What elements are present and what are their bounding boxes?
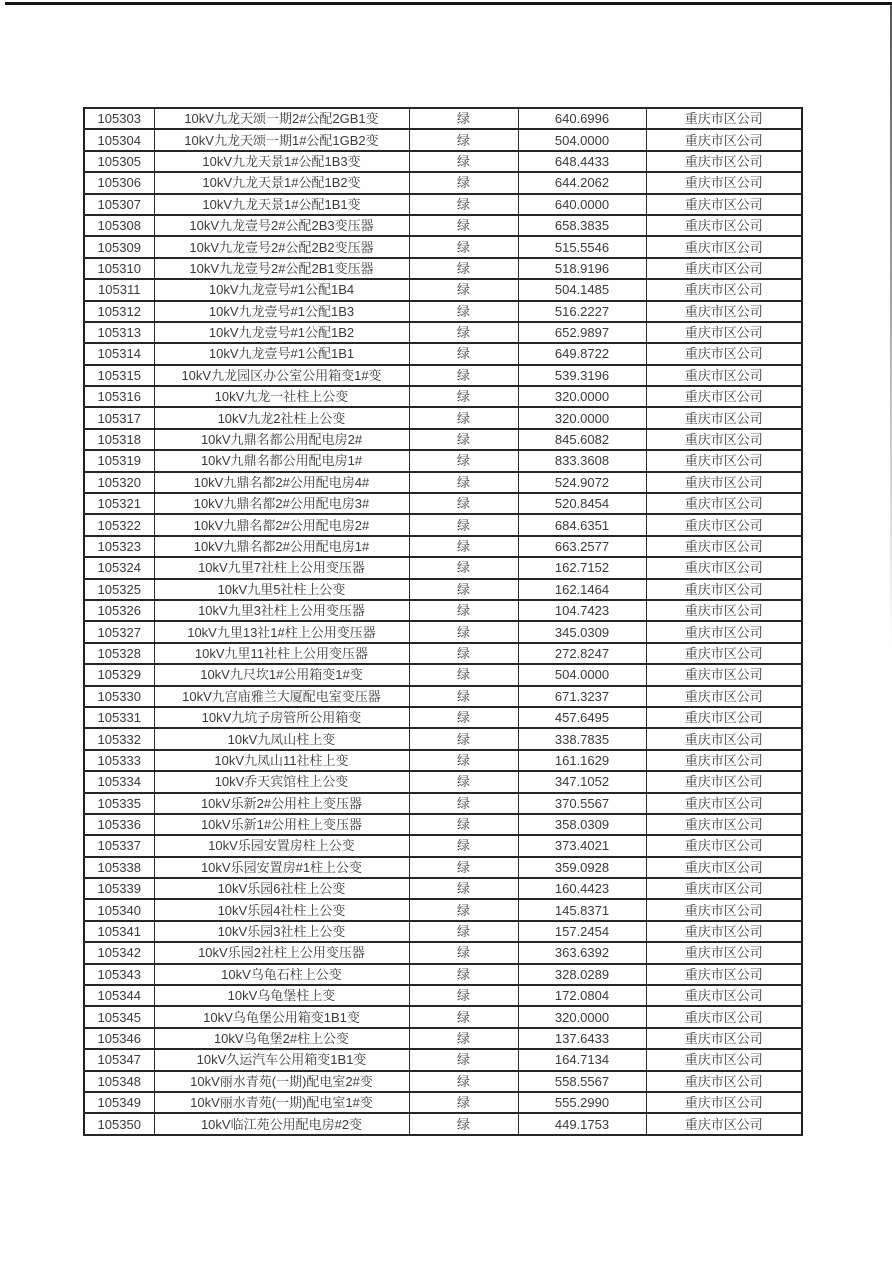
- cell-status: 绿: [409, 793, 518, 814]
- cell-company: 重庆市区公司: [646, 129, 802, 150]
- cell-id: 105331: [84, 707, 154, 728]
- table-row: [84, 1028, 802, 1049]
- cell-id: 105306: [84, 172, 154, 193]
- cell-status: 绿: [409, 1049, 518, 1070]
- cell-name: 10kV丽水青苑(一期)配电室1#变: [154, 1092, 409, 1113]
- table-row: [84, 1071, 802, 1092]
- cell-name: 10kV九鼎名都2#公用配电房2#: [154, 514, 409, 535]
- cell-company: 重庆市区公司: [646, 450, 802, 471]
- cell-name: 10kV九里5社柱上公变: [154, 579, 409, 600]
- cell-id: 105320: [84, 472, 154, 493]
- cell-value: 272.8247: [518, 643, 646, 664]
- cell-status: 绿: [409, 493, 518, 514]
- cell-value: 504.1485: [518, 279, 646, 300]
- cell-company: 重庆市区公司: [646, 258, 802, 279]
- cell-id: 105325: [84, 579, 154, 600]
- cell-company: 重庆市区公司: [646, 407, 802, 428]
- table-row: [84, 557, 802, 578]
- cell-status: 绿: [409, 386, 518, 407]
- table-row: [84, 514, 802, 535]
- cell-company: 重庆市区公司: [646, 1006, 802, 1027]
- table-row: [84, 964, 802, 985]
- cell-name: 10kV九龙壹号2#公配2B1变压器: [154, 258, 409, 279]
- cell-name: 10kV九龙壹号#1公配1B2: [154, 322, 409, 343]
- table-row: [84, 472, 802, 493]
- cell-status: 绿: [409, 835, 518, 856]
- cell-value: 157.2454: [518, 921, 646, 942]
- cell-id: 105350: [84, 1113, 154, 1134]
- table-row: [84, 536, 802, 557]
- table-row: [84, 236, 802, 257]
- cell-id: 105341: [84, 921, 154, 942]
- table-row: [84, 322, 802, 343]
- cell-id: 105335: [84, 793, 154, 814]
- cell-value: 640.6996: [518, 108, 646, 129]
- table-row: [84, 985, 802, 1006]
- cell-id: 105319: [84, 450, 154, 471]
- cell-id: 105313: [84, 322, 154, 343]
- cell-company: 重庆市区公司: [646, 985, 802, 1006]
- cell-status: 绿: [409, 407, 518, 428]
- cell-status: 绿: [409, 1092, 518, 1113]
- cell-status: 绿: [409, 1071, 518, 1092]
- cell-name: 10kV乔天宾馆柱上公变: [154, 771, 409, 792]
- cell-id: 105323: [84, 536, 154, 557]
- cell-name: 10kV九龙园区办公室公用箱变1#变: [154, 365, 409, 386]
- cell-status: 绿: [409, 450, 518, 471]
- cell-company: 重庆市区公司: [646, 279, 802, 300]
- cell-company: 重庆市区公司: [646, 194, 802, 215]
- cell-value: 164.7134: [518, 1049, 646, 1070]
- cell-name: 10kV九龙壹号#1公配1B1: [154, 343, 409, 364]
- cell-value: 640.0000: [518, 194, 646, 215]
- cell-id: 105304: [84, 129, 154, 150]
- cell-company: 重庆市区公司: [646, 301, 802, 322]
- cell-name: 10kV乌龟堡2#柱上公变: [154, 1028, 409, 1049]
- cell-id: 105310: [84, 258, 154, 279]
- cell-id: 105309: [84, 236, 154, 257]
- cell-value: 515.5546: [518, 236, 646, 257]
- cell-name: 10kV乌龟石柱上公变: [154, 964, 409, 985]
- table-row: [84, 407, 802, 428]
- cell-value: 161.1629: [518, 750, 646, 771]
- cell-company: 重庆市区公司: [646, 1049, 802, 1070]
- cell-id: 105311: [84, 279, 154, 300]
- cell-company: 重庆市区公司: [646, 1113, 802, 1134]
- cell-status: 绿: [409, 236, 518, 257]
- cell-company: 重庆市区公司: [646, 728, 802, 749]
- cell-value: 671.3237: [518, 686, 646, 707]
- cell-id: 105308: [84, 215, 154, 236]
- cell-name: 10kV九宫庙雅兰大厦配电室变压器: [154, 686, 409, 707]
- cell-id: 105321: [84, 493, 154, 514]
- cell-status: 绿: [409, 536, 518, 557]
- cell-id: 105337: [84, 835, 154, 856]
- cell-value: 172.0804: [518, 985, 646, 1006]
- cell-status: 绿: [409, 857, 518, 878]
- cell-name: 10kV丽水青苑(一期)配电室2#变: [154, 1071, 409, 1092]
- cell-value: 516.2227: [518, 301, 646, 322]
- cell-company: 重庆市区公司: [646, 236, 802, 257]
- cell-value: 347.1052: [518, 771, 646, 792]
- cell-value: 558.5567: [518, 1071, 646, 1092]
- cell-name: 10kV九里13社1#柱上公用变压器: [154, 621, 409, 642]
- cell-name: 10kV九龙天景1#公配1B1变: [154, 194, 409, 215]
- cell-value: 649.8722: [518, 343, 646, 364]
- table-row: [84, 814, 802, 835]
- cell-id: 105330: [84, 686, 154, 707]
- cell-value: 162.1464: [518, 579, 646, 600]
- cell-name: 10kV乌龟堡公用箱变1B1变: [154, 1006, 409, 1027]
- cell-name: 10kV九鼎名都2#公用配电房1#: [154, 536, 409, 557]
- cell-name: 10kV乐新1#公用柱上变压器: [154, 814, 409, 835]
- cell-id: 105340: [84, 899, 154, 920]
- cell-value: 320.0000: [518, 407, 646, 428]
- table-row: [84, 301, 802, 322]
- table-row: [84, 1049, 802, 1070]
- cell-id: 105307: [84, 194, 154, 215]
- cell-name: 10kV临江苑公用配电房#2变: [154, 1113, 409, 1134]
- cell-name: 10kV九龙一社柱上公变: [154, 386, 409, 407]
- cell-name: 10kV九龙天颂一期1#公配1GB2变: [154, 129, 409, 150]
- cell-status: 绿: [409, 579, 518, 600]
- cell-company: 重庆市区公司: [646, 750, 802, 771]
- cell-name: 10kV九尺坎1#公用箱变1#变: [154, 664, 409, 685]
- cell-id: 105333: [84, 750, 154, 771]
- cell-status: 绿: [409, 279, 518, 300]
- table-row: [84, 643, 802, 664]
- cell-name: 10kV九龙壹号#1公配1B4: [154, 279, 409, 300]
- cell-status: 绿: [409, 600, 518, 621]
- scan-artifact-top-line: [5, 2, 892, 5]
- cell-value: 457.6495: [518, 707, 646, 728]
- cell-company: 重庆市区公司: [646, 579, 802, 600]
- table-body: [84, 108, 802, 1135]
- table-row: [84, 942, 802, 963]
- cell-value: 345.0309: [518, 621, 646, 642]
- cell-name: 10kV九凤山11社柱上变: [154, 750, 409, 771]
- table-row: [84, 835, 802, 856]
- cell-id: 105318: [84, 429, 154, 450]
- cell-name: 10kV九龙壹号#1公配1B3: [154, 301, 409, 322]
- cell-company: 重庆市区公司: [646, 151, 802, 172]
- cell-value: 644.2062: [518, 172, 646, 193]
- cell-name: 10kV九龙天景1#公配1B2变: [154, 172, 409, 193]
- table-row: [84, 579, 802, 600]
- cell-status: 绿: [409, 429, 518, 450]
- cell-name: 10kV乐园安置房#1柱上公变: [154, 857, 409, 878]
- cell-company: 重庆市区公司: [646, 621, 802, 642]
- cell-status: 绿: [409, 343, 518, 364]
- cell-value: 145.8371: [518, 899, 646, 920]
- cell-company: 重庆市区公司: [646, 707, 802, 728]
- cell-status: 绿: [409, 514, 518, 535]
- cell-value: 520.8454: [518, 493, 646, 514]
- cell-company: 重庆市区公司: [646, 600, 802, 621]
- table-row: [84, 621, 802, 642]
- cell-status: 绿: [409, 472, 518, 493]
- cell-id: 105303: [84, 108, 154, 129]
- cell-company: 重庆市区公司: [646, 1092, 802, 1113]
- cell-id: 105315: [84, 365, 154, 386]
- cell-status: 绿: [409, 750, 518, 771]
- cell-company: 重庆市区公司: [646, 814, 802, 835]
- cell-company: 重庆市区公司: [646, 557, 802, 578]
- cell-value: 358.0309: [518, 814, 646, 835]
- cell-value: 845.6082: [518, 429, 646, 450]
- cell-value: 539.3196: [518, 365, 646, 386]
- table-row: [84, 793, 802, 814]
- cell-status: 绿: [409, 621, 518, 642]
- cell-value: 652.9897: [518, 322, 646, 343]
- cell-value: 370.5567: [518, 793, 646, 814]
- table-row: [84, 686, 802, 707]
- cell-status: 绿: [409, 258, 518, 279]
- cell-id: 105344: [84, 985, 154, 1006]
- cell-id: 105349: [84, 1092, 154, 1113]
- cell-name: 10kV乐园6社柱上公变: [154, 878, 409, 899]
- cell-name: 10kV九凤山柱上变: [154, 728, 409, 749]
- cell-value: 504.0000: [518, 129, 646, 150]
- cell-id: 105305: [84, 151, 154, 172]
- cell-company: 重庆市区公司: [646, 942, 802, 963]
- cell-company: 重庆市区公司: [646, 857, 802, 878]
- cell-value: 160.4423: [518, 878, 646, 899]
- cell-name: 10kV九里7社柱上公用变压器: [154, 557, 409, 578]
- cell-value: 658.3835: [518, 215, 646, 236]
- cell-name: 10kV乌龟堡柱上变: [154, 985, 409, 1006]
- table-row: [84, 857, 802, 878]
- cell-status: 绿: [409, 194, 518, 215]
- cell-value: 663.2577: [518, 536, 646, 557]
- cell-id: 105329: [84, 664, 154, 685]
- cell-value: 684.6351: [518, 514, 646, 535]
- cell-status: 绿: [409, 322, 518, 343]
- cell-value: 328.0289: [518, 964, 646, 985]
- cell-company: 重庆市区公司: [646, 835, 802, 856]
- cell-id: 105339: [84, 878, 154, 899]
- cell-id: 105317: [84, 407, 154, 428]
- table-row: [84, 343, 802, 364]
- cell-value: 162.7152: [518, 557, 646, 578]
- cell-status: 绿: [409, 215, 518, 236]
- cell-name: 10kV九坑子房管所公用箱变: [154, 707, 409, 728]
- cell-id: 105316: [84, 386, 154, 407]
- cell-name: 10kV九里11社柱上公用变压器: [154, 643, 409, 664]
- table-row: [84, 728, 802, 749]
- table-row: [84, 279, 802, 300]
- table-row: [84, 129, 802, 150]
- cell-status: 绿: [409, 728, 518, 749]
- cell-value: 504.0000: [518, 664, 646, 685]
- cell-id: 105327: [84, 621, 154, 642]
- table-row: [84, 1113, 802, 1134]
- cell-id: 105347: [84, 1049, 154, 1070]
- cell-value: 320.0000: [518, 1006, 646, 1027]
- cell-value: 555.2990: [518, 1092, 646, 1113]
- table-row: [84, 108, 802, 129]
- cell-status: 绿: [409, 921, 518, 942]
- cell-name: 10kV乐园2社柱上公用变压器: [154, 942, 409, 963]
- cell-status: 绿: [409, 707, 518, 728]
- table-row: [84, 215, 802, 236]
- cell-status: 绿: [409, 151, 518, 172]
- cell-status: 绿: [409, 1113, 518, 1134]
- cell-id: 105326: [84, 600, 154, 621]
- cell-name: 10kV九龙壹号2#公配2B2变压器: [154, 236, 409, 257]
- equipment-table: [83, 107, 803, 1136]
- cell-id: 105324: [84, 557, 154, 578]
- cell-company: 重庆市区公司: [646, 493, 802, 514]
- cell-value: 449.1753: [518, 1113, 646, 1134]
- cell-status: 绿: [409, 1028, 518, 1049]
- cell-company: 重庆市区公司: [646, 793, 802, 814]
- cell-value: 833.3608: [518, 450, 646, 471]
- cell-company: 重庆市区公司: [646, 386, 802, 407]
- cell-company: 重庆市区公司: [646, 664, 802, 685]
- cell-company: 重庆市区公司: [646, 472, 802, 493]
- cell-status: 绿: [409, 942, 518, 963]
- table-row: [84, 450, 802, 471]
- cell-company: 重庆市区公司: [646, 771, 802, 792]
- cell-company: 重庆市区公司: [646, 322, 802, 343]
- cell-value: 104.7423: [518, 600, 646, 621]
- cell-id: 105338: [84, 857, 154, 878]
- table-row: [84, 493, 802, 514]
- cell-status: 绿: [409, 985, 518, 1006]
- cell-name: 10kV九龙天颂一期2#公配2GB1变: [154, 108, 409, 129]
- cell-name: 10kV久运汽车公用箱变1B1变: [154, 1049, 409, 1070]
- cell-id: 105342: [84, 942, 154, 963]
- table-row: [84, 707, 802, 728]
- cell-company: 重庆市区公司: [646, 514, 802, 535]
- table-row: [84, 771, 802, 792]
- cell-company: 重庆市区公司: [646, 429, 802, 450]
- cell-value: 359.0928: [518, 857, 646, 878]
- cell-value: 137.6433: [518, 1028, 646, 1049]
- cell-status: 绿: [409, 1006, 518, 1027]
- cell-id: 105332: [84, 728, 154, 749]
- cell-name: 10kV九鼎名都2#公用配电房3#: [154, 493, 409, 514]
- cell-status: 绿: [409, 964, 518, 985]
- cell-name: 10kV乐园4社柱上公变: [154, 899, 409, 920]
- cell-company: 重庆市区公司: [646, 1028, 802, 1049]
- cell-status: 绿: [409, 129, 518, 150]
- table-row: [84, 194, 802, 215]
- cell-value: 338.7835: [518, 728, 646, 749]
- cell-value: 518.9196: [518, 258, 646, 279]
- cell-company: 重庆市区公司: [646, 878, 802, 899]
- cell-value: 373.4021: [518, 835, 646, 856]
- table-row: [84, 600, 802, 621]
- cell-id: 105322: [84, 514, 154, 535]
- cell-company: 重庆市区公司: [646, 343, 802, 364]
- cell-company: 重庆市区公司: [646, 365, 802, 386]
- cell-status: 绿: [409, 771, 518, 792]
- table-row: [84, 1092, 802, 1113]
- cell-name: 10kV九龙2社柱上公变: [154, 407, 409, 428]
- cell-id: 105336: [84, 814, 154, 835]
- cell-status: 绿: [409, 899, 518, 920]
- cell-value: 648.4433: [518, 151, 646, 172]
- table-row: [84, 750, 802, 771]
- table-row: [84, 1006, 802, 1027]
- cell-name: 10kV九鼎名都公用配电房1#: [154, 450, 409, 471]
- cell-value: 320.0000: [518, 386, 646, 407]
- cell-company: 重庆市区公司: [646, 964, 802, 985]
- cell-id: 105328: [84, 643, 154, 664]
- cell-company: 重庆市区公司: [646, 215, 802, 236]
- cell-id: 105345: [84, 1006, 154, 1027]
- cell-status: 绿: [409, 664, 518, 685]
- cell-id: 105314: [84, 343, 154, 364]
- table-row: [84, 664, 802, 685]
- cell-id: 105334: [84, 771, 154, 792]
- cell-status: 绿: [409, 643, 518, 664]
- cell-value: 524.9072: [518, 472, 646, 493]
- cell-company: 重庆市区公司: [646, 899, 802, 920]
- cell-status: 绿: [409, 878, 518, 899]
- table-row: [84, 151, 802, 172]
- table-row: [84, 365, 802, 386]
- cell-company: 重庆市区公司: [646, 921, 802, 942]
- cell-company: 重庆市区公司: [646, 536, 802, 557]
- cell-status: 绿: [409, 365, 518, 386]
- cell-name: 10kV乐新2#公用柱上变压器: [154, 793, 409, 814]
- cell-name: 10kV九里3社柱上公用变压器: [154, 600, 409, 621]
- cell-id: 105348: [84, 1071, 154, 1092]
- table-row: [84, 429, 802, 450]
- table-row: [84, 921, 802, 942]
- table-row: [84, 258, 802, 279]
- cell-name: 10kV九龙壹号2#公配2B3变压器: [154, 215, 409, 236]
- cell-status: 绿: [409, 814, 518, 835]
- cell-status: 绿: [409, 301, 518, 322]
- cell-value: 363.6392: [518, 942, 646, 963]
- cell-status: 绿: [409, 172, 518, 193]
- table-row: [84, 878, 802, 899]
- cell-company: 重庆市区公司: [646, 1071, 802, 1092]
- cell-id: 105312: [84, 301, 154, 322]
- cell-name: 10kV乐园3社柱上公变: [154, 921, 409, 942]
- cell-name: 10kV九鼎名都2#公用配电房4#: [154, 472, 409, 493]
- table-row: [84, 899, 802, 920]
- cell-name: 10kV乐园安置房柱上公变: [154, 835, 409, 856]
- table-row: [84, 386, 802, 407]
- cell-company: 重庆市区公司: [646, 643, 802, 664]
- cell-name: 10kV九鼎名都公用配电房2#: [154, 429, 409, 450]
- table-row: [84, 172, 802, 193]
- cell-status: 绿: [409, 686, 518, 707]
- cell-id: 105343: [84, 964, 154, 985]
- cell-name: 10kV九龙天景1#公配1B3变: [154, 151, 409, 172]
- cell-status: 绿: [409, 108, 518, 129]
- cell-company: 重庆市区公司: [646, 172, 802, 193]
- cell-company: 重庆市区公司: [646, 108, 802, 129]
- cell-status: 绿: [409, 557, 518, 578]
- cell-company: 重庆市区公司: [646, 686, 802, 707]
- cell-id: 105346: [84, 1028, 154, 1049]
